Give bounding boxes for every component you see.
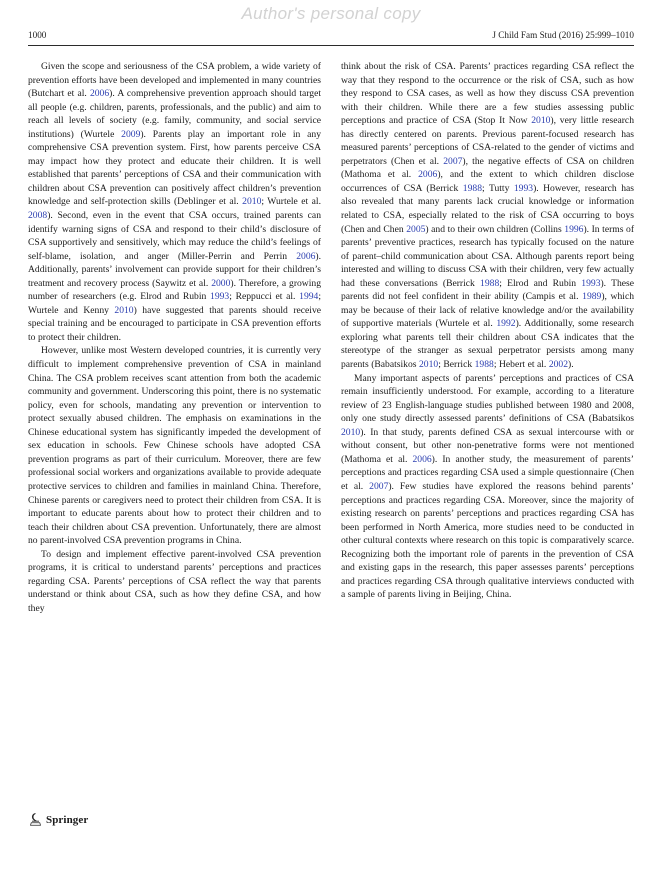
paragraph-text: However, unlike most Western developed countries, it is currently very difficult to implement comprehensive prevention of CSA in mainland China. The CSA problem receives scant attention from both the academic community and government. Underscoring this point, there is no systematic policy, even for schools, mandating any prevention or intervention to protect sexually abused children. The emphasis on examinations in the Chinese educational system has significantly impeded the development of sex education in schools. Few Chinese schools have adopted CSA prevention programs as part of their curriculum. Moreover, there are few professional social workers and organizations available to provide adequate protective services to children and families in mainland China. Therefore, Chinese parents or caregivers need to protect their children from CSA. It is important to educate parents about how to protect their children and to teach their children about CSA prevention. Unfortunately, there are almost no parent-involved CSA prevention programs in China.	[28, 345, 321, 547]
body-paragraph	[341, 60, 634, 372]
paragraph-text: think about the risk of CSA. Parents’ practices regarding CSA reflect the way that they respond to the occurrence or the risk of CSA, such as how they respond to CSA cases, as well as how they discuss CSA prevention with their children. While there are a few studies assessing public perceptions and practice of CSA (Stop It Now	[341, 61, 634, 127]
paragraph-text: ). Parents play an important role in any comprehensive CSA prevention system. First, how parents perceive CSA may impact how they protect and educate their children. It is well established that parents’ perceptions of CSA and their communication with children about CSA prevention can positively affect children’s prevention knowledge and self-protection skills (Deblinger et al.	[28, 128, 321, 208]
paragraph-text: ; Elrod and Rubin	[499, 277, 582, 289]
body-paragraph	[28, 60, 321, 344]
paragraph-text: ; Wurtele et al.	[261, 196, 321, 208]
paragraph-text: ). Few studies have explored the reasons behind parents’ perceptions and practices regarding CSA. Moreover, since the majority of existing research on parents’ perceptions and practices regarding CSA has been performed in North America, more studies need to be conducted in other cultural contexts where research on this topic is comparatively scarce. Recognizing both the important role of parents in the prevention of CSA and existing gaps in the research, this paper assesses parents’ perceptions and practices regarding CSA through qualitative interviews conducted with a sample of parents living in Beijing, China.	[341, 480, 634, 601]
paragraph-text: ), the negative effects of CSA on children (Mathoma et al.	[341, 155, 634, 181]
citation-year-link[interactable]: 2005	[406, 223, 426, 235]
citation-year-link[interactable]: 2010	[242, 196, 262, 208]
paragraph-text: ). In terms of parents’ preventive practices, research has typically focused on the nature of parent–child communication about CSA. Although parents report being interested and willing to discuss CSA with their children, very few actually had these conversations (Berrick	[341, 223, 635, 289]
paragraph-text: ; Reppucci et al.	[229, 291, 300, 303]
body-paragraph	[28, 344, 321, 547]
citation-year-link[interactable]: 2006	[89, 88, 110, 100]
citation-year-link[interactable]: 2006	[418, 169, 438, 181]
citation-year-link[interactable]: 2002	[548, 359, 569, 371]
paragraph-text: ), very little research has directly centered on parents. Previous parent-focused research has measured parents’ perceptions of CSA-related to the gender of victims and perpetrators (Chen et al.	[341, 115, 634, 167]
paragraph-text: ; Berrick	[438, 359, 475, 371]
paragraph-text: ). Additionally, parents’ involvement can provide support for their children’s treatment and recovery process (Saywitz et al.	[28, 250, 321, 289]
paragraph-text: To design and implement effective parent-involved CSA prevention programs, it is critical to understand parents’ perceptions and practices regarding CSA. Parents’ perceptions of CSA reflect the way that parents understand or think about CSA, such as how they define CSA, and how they	[28, 548, 321, 614]
header-rule-divider	[28, 45, 634, 46]
citation-year-link[interactable]: 2008	[28, 210, 48, 222]
citation-year-link[interactable]: 1988	[462, 182, 482, 194]
running-head	[28, 30, 634, 40]
paragraph-text: ). In another study, the measurement of parents’ perceptions and practices regarding CSA used a simple questionnaire (Chen et al.	[341, 453, 634, 492]
citation-year-link[interactable]: 2010	[419, 359, 439, 371]
citation-year-link[interactable]: 2006	[412, 453, 432, 465]
citation-year-link[interactable]: 1988	[474, 359, 494, 371]
citation-year-link[interactable]: 2010	[114, 304, 134, 316]
citation-year-link[interactable]: 2007	[443, 155, 463, 167]
body-paragraph	[341, 372, 634, 602]
right-text-column	[341, 60, 634, 615]
paragraph-text: ; Hebert et al.	[493, 359, 549, 371]
paragraph-text: Given the scope and seriousness of the CSA problem, a wide variety of prevention efforts have been developed and implemented in many countries (Butchart et al.	[28, 61, 321, 100]
paragraph-text: ; Tutty	[481, 182, 514, 194]
paragraph-text: Many important aspects of parents’ perceptions and practices of CSA remain insufficiently understood. For example, according to a literature review of 23 English-language studies published between 1980 and 2008, only one study directly assessed parents’ definitions of CSA (Babatsikos	[341, 372, 634, 425]
citation-year-link[interactable]: 1993	[210, 291, 230, 303]
citation-year-link[interactable]: 1996	[564, 223, 584, 235]
body-columns	[28, 60, 634, 615]
paragraph-text: ). A comprehensive prevention approach should target all people (e.g. children, parents, professionals, and the public) and aim to reach all levels of society (e.g. family, community, and social service institutions) (Wurtele	[28, 88, 321, 140]
citation-year-link[interactable]: 1989	[582, 291, 602, 303]
paragraph-text: ). Therefore, a growing number of researchers (e.g. Elrod and Rubin	[28, 277, 321, 303]
citation-year-link[interactable]: 2006	[296, 250, 316, 262]
paragraph-text: ). In that study, parents defined CSA as sexual intercourse with or without consent, but other non-penetrative forms were not mentioned (Mathoma et al.	[341, 426, 634, 465]
paragraph-text: ) and to their own children (Collins	[425, 223, 565, 235]
paragraph-text: ) have suggested that parents should receive special training and be encouraged to participate in CSA prevention efforts to protect their children.	[28, 304, 322, 343]
paragraph-text: ). However, research has also revealed that many parents lack crucial knowledge or information related to CSA, especially related to the risk of CSA occurring to boys (Chen and Chen	[341, 182, 634, 235]
paragraph-text: ), which may be because of their lack of relative knowledge and/or the availability of supportive materials (Wurtele et al.	[341, 291, 635, 330]
paragraph-text: ). Second, even in the event that CSA occurs, trained parents can identify warning signs of CSA and respond to their child’s disclosure of CSA supportively and sensitively, which may reduce the child’s feelings of self-blame, isolation, and anger (Miller-Perrin and Perrin	[28, 210, 321, 262]
citation-year-link[interactable]: 1992	[496, 318, 516, 330]
citation-year-link[interactable]: 2009	[121, 128, 141, 140]
springer-footer-logo	[29, 812, 88, 827]
citation-year-link[interactable]: 2007	[369, 480, 389, 492]
paragraph-text: ). These parents did not feel confident in their ability (Campis et al.	[341, 277, 635, 303]
springer-knight-logo-icon	[29, 812, 42, 827]
springer-wordmark: Springer	[46, 813, 89, 826]
paragraph-text: ), and the extent to which children disclose occurrences of CSA (Berrick	[341, 169, 634, 194]
citation-year-link[interactable]: 2010	[341, 426, 361, 438]
citation-year-link[interactable]: 2000	[211, 277, 231, 289]
paragraph-text: ). Additionally, some research exploring what parents tell their children about CSA indicates that the stereotype of the stranger as sexual perpetrator persists among many parents (Babatsikos	[341, 318, 634, 371]
paragraph-text: ; Wurtele and Kenny	[28, 291, 322, 316]
authors-personal-copy-watermark: Author's personal copy	[241, 4, 421, 23]
citation-year-link[interactable]: 1994	[299, 291, 319, 303]
citation-year-link[interactable]: 1993	[581, 277, 601, 289]
citation-year-link[interactable]: 1988	[480, 277, 500, 289]
paragraph-text: ).	[568, 359, 574, 371]
citation-year-link[interactable]: 1993	[513, 182, 534, 194]
citation-year-link[interactable]: 2010	[531, 115, 551, 127]
journal-citation-reference: J Child Fam Stud (2016) 25:999–1010	[492, 30, 634, 40]
page-number: 1000	[28, 30, 47, 40]
body-paragraph	[28, 548, 321, 616]
left-text-column	[28, 60, 321, 615]
